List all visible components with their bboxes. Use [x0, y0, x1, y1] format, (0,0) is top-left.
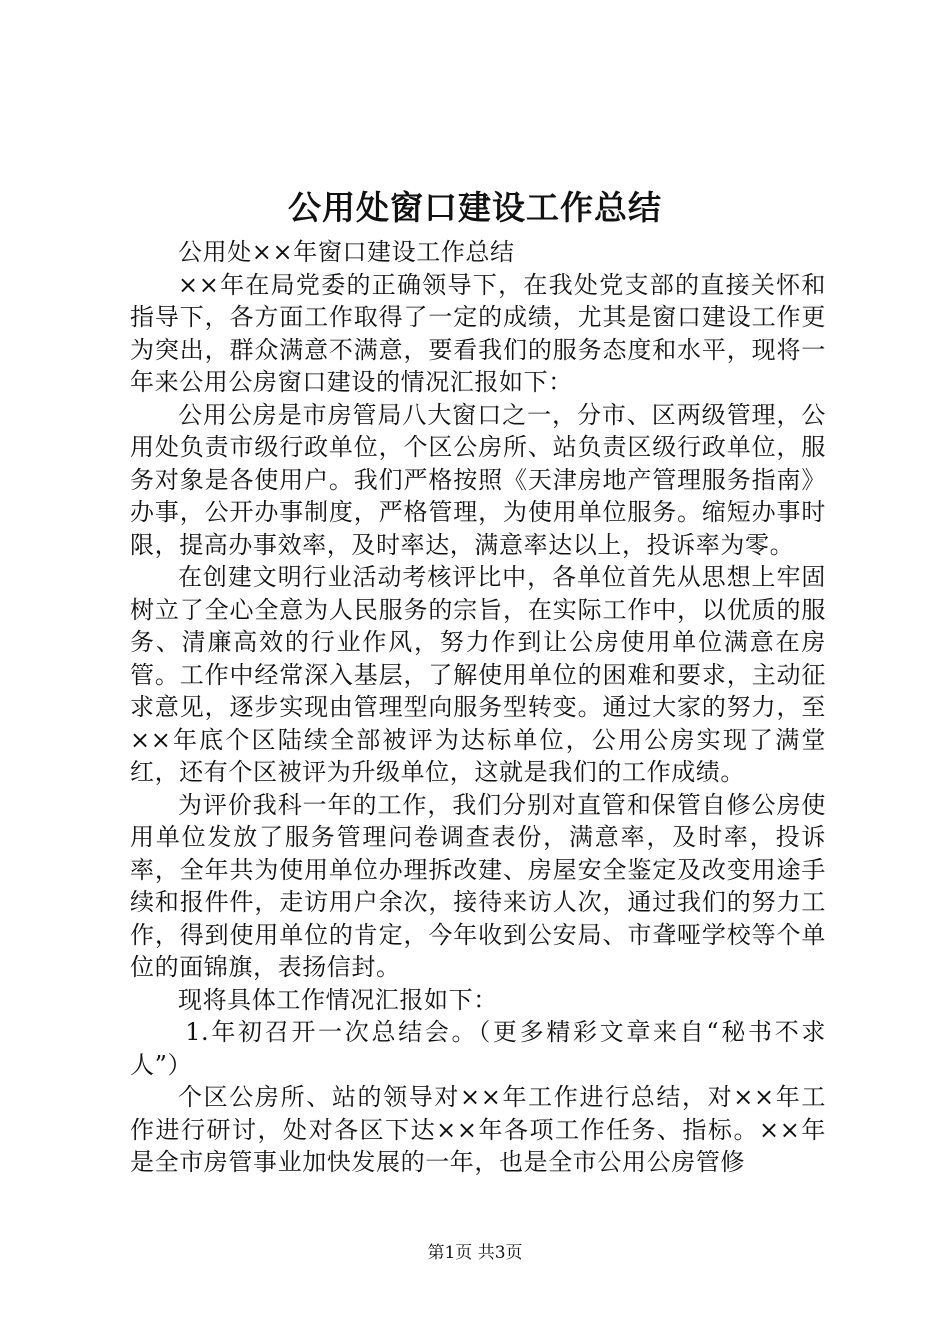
- page-footer: 第1页 共3页: [427, 1243, 523, 1263]
- paragraph-subtitle: 公用处××年窗口建设工作总结: [178, 238, 515, 266]
- paragraph-civilization-campaign: 在创建文明行业活动考核评比中，各单位首先从思想上牢固树立了全心全意为人民服务的宗旨，在实际工作中，以优质的服务、清廉高效的行业作风，努力作到让公房使用单位满意在房管。工作中经常深入基层，了解使用单位的困难和要求，主动征求意见，逐步实现由管理型向服务型转变。通过大家的努力，至××年底个区陆续全部被评为达标单位，公用公房实现了满堂红，还有个区被评为升级单位，这就是我们的工作成绩。: [130, 563, 826, 786]
- document-title: 公用处窗口建设工作总结: [288, 188, 662, 227]
- paragraph-evaluation: 为评价我科一年的工作，我们分别对直管和保管自修公房使用单位发放了服务管理问卷调查表份，满意率，及时率，投诉率，全年共为使用单位办理拆改建、房屋安全鉴定及改变用途手续和报件件，走访用户余次，接待来访人次，通过我们的努力工作，得到使用单位的肯定，今年收到公安局、市聋哑学校等个单位的面锦旗，表扬信封。: [130, 790, 826, 981]
- paragraph-intro: ××年在局党委的正确领导下，在我处党支部的直接关怀和指导下，各方面工作取得了一定的成绩，尤其是窗口建设工作更为突出，群众满意不满意，要看我们的服务态度和水平，现将一年来公用公房窗口建设的情况汇报如下：: [130, 270, 826, 396]
- paragraph-summary-meeting: 个区公房所、站的领导对××年工作进行总结，对××年工作进行研讨，处对各区下达××年各项工作任务、指标。××年是全市房管事业加快发展的一年，也是全市公用公房管修: [130, 1083, 826, 1176]
- paragraph-item-1: 1.年初召开一次总结会。（更多精彩文章来自“秘书不求人”）: [130, 1018, 826, 1079]
- document-body: [130, 236, 826, 1179]
- paragraph-public-housing: 公用公房是市房管局八大窗口之一，分市、区两级管理，公用处负责市级行政单位，个区公房所、站负责区级行政单位，服务对象是各使用户。我们严格按照《天津房地产管理服务指南》办事，公开办事制度，严格管理，为使用单位服务。缩短办事时限，提高办事效率，及时率达，满意率达以上，投诉率为零。: [130, 400, 826, 559]
- paragraph-report-intro: 现将具体工作情况汇报如下：: [178, 985, 498, 1014]
